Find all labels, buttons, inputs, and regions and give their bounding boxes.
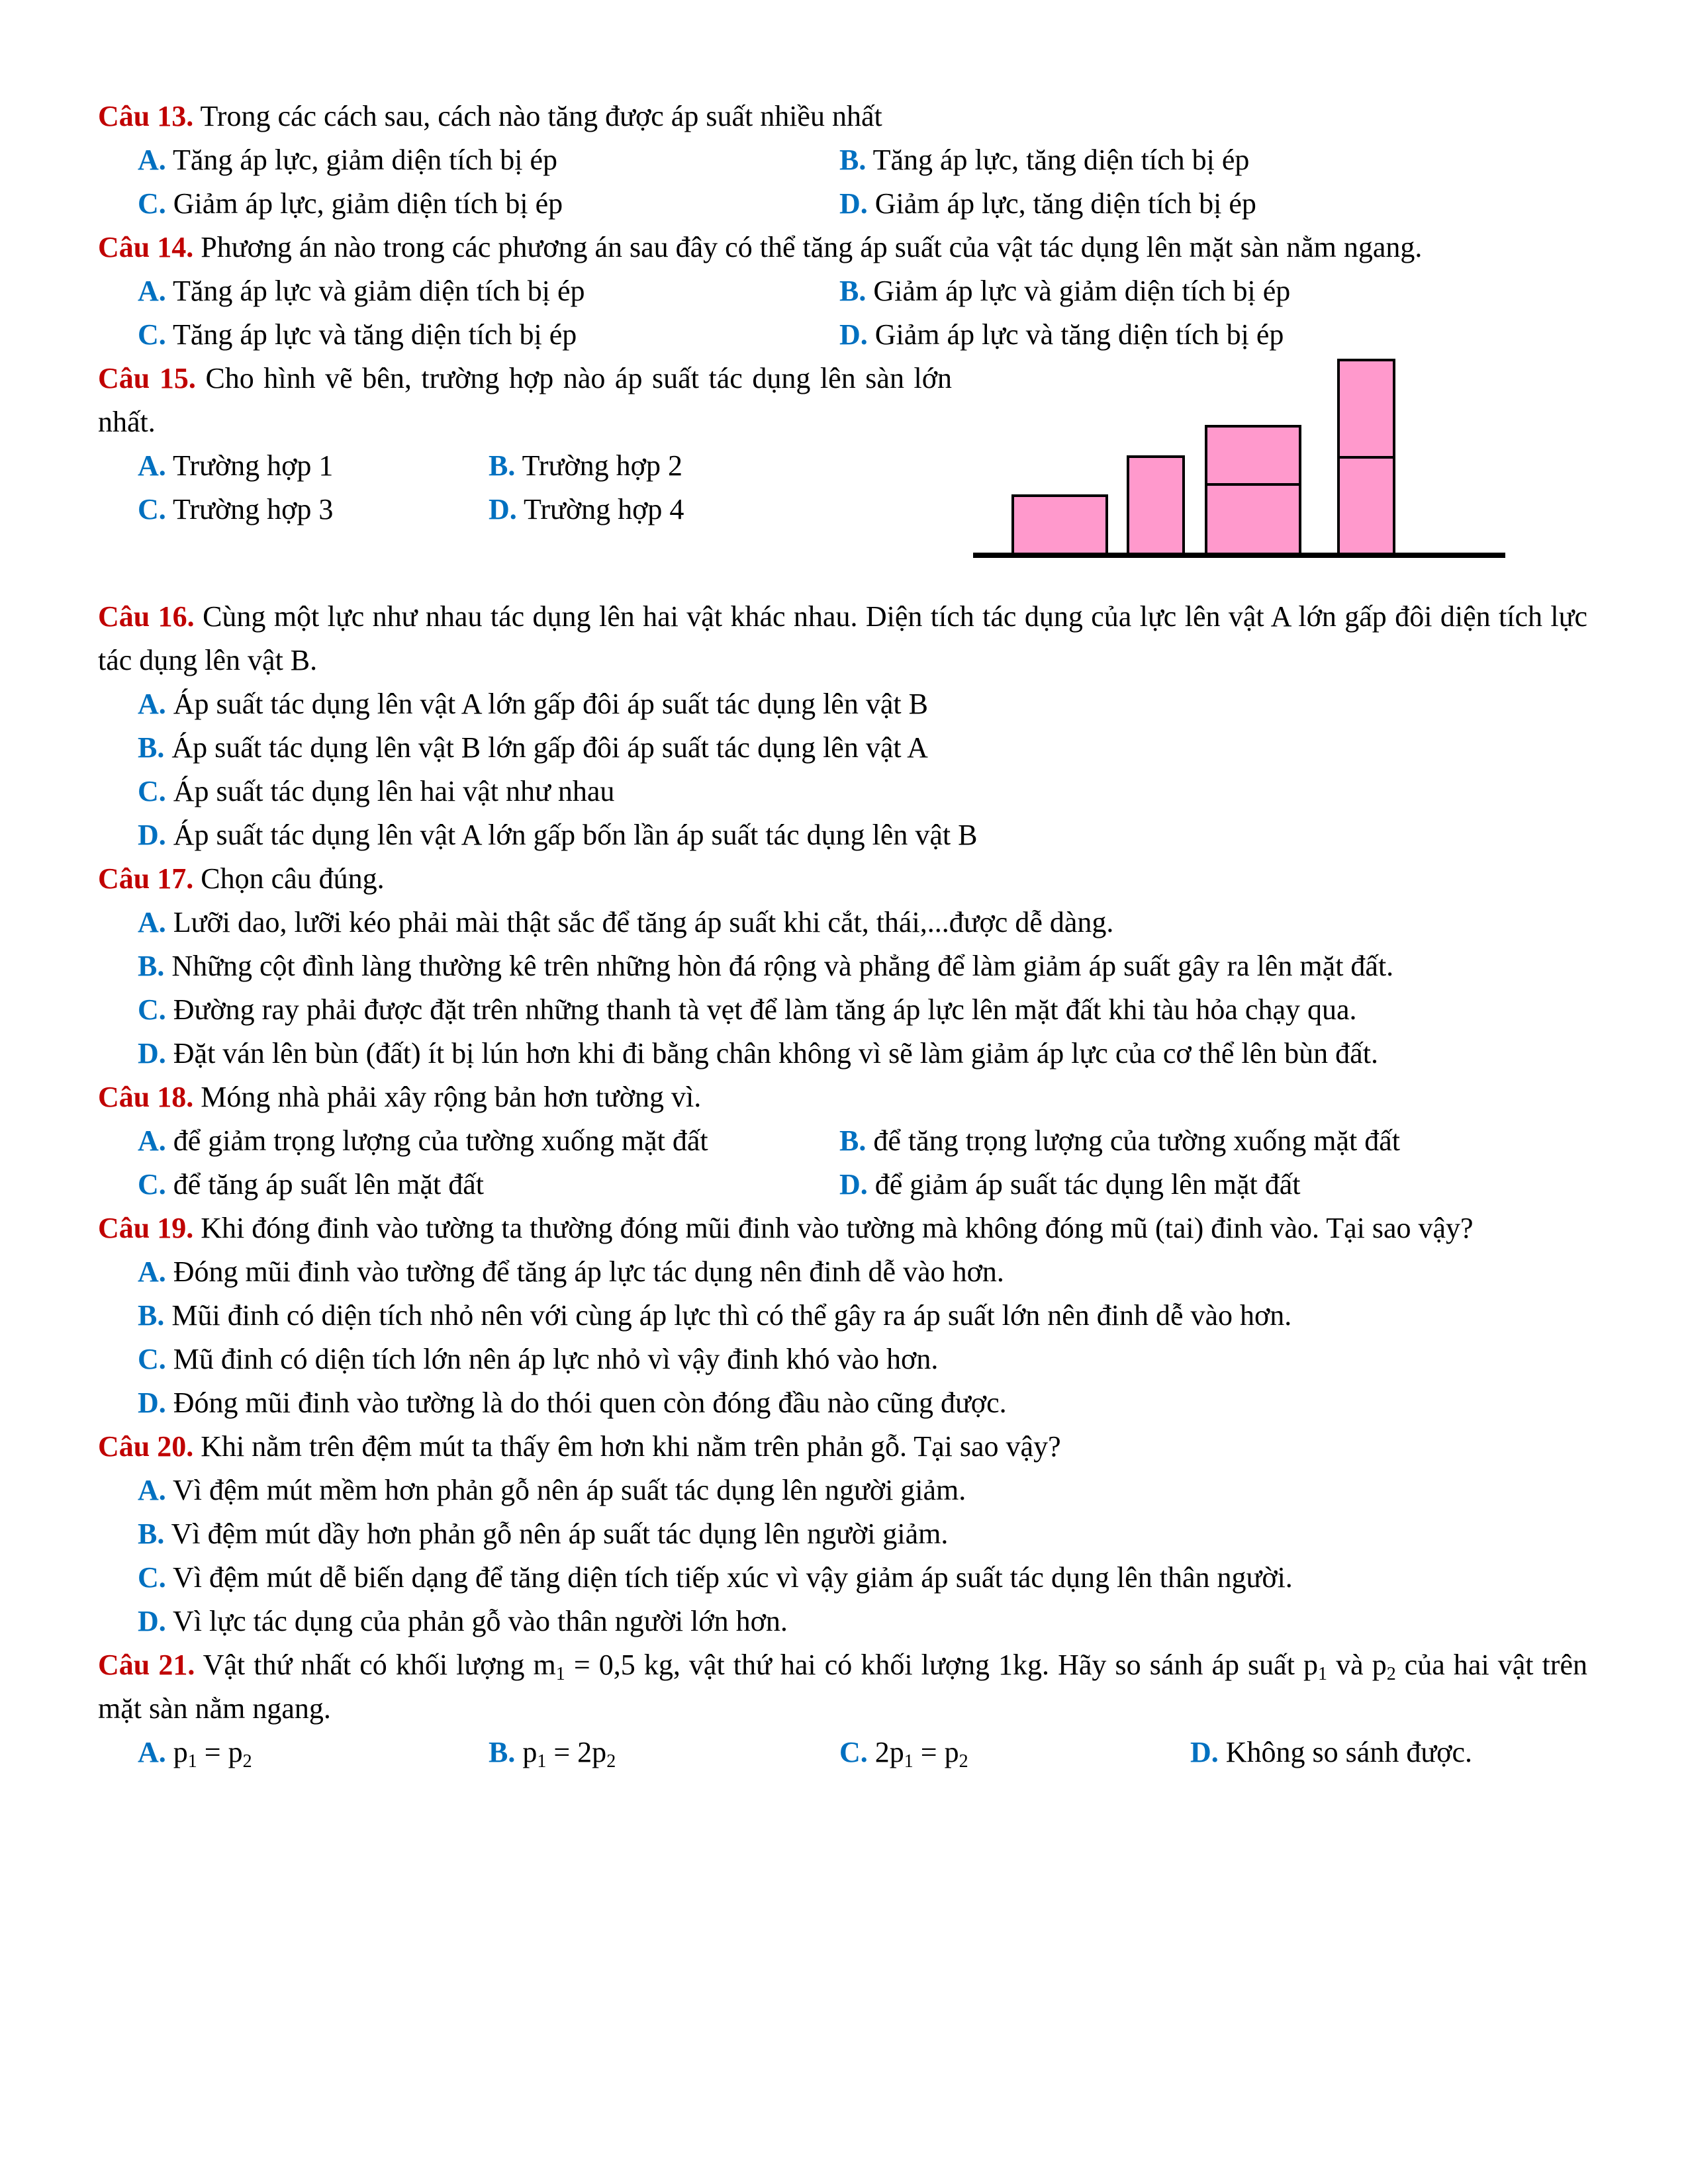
option-a[interactable] — [138, 444, 489, 488]
case-3-block-top — [1206, 426, 1300, 484]
question-number: Câu 16. — [98, 600, 195, 633]
option-label: A. — [138, 1736, 166, 1768]
option-text: Vì đệm mút mềm hơn phản gỗ nên áp suất tác dụng lên người giảm. — [173, 1474, 966, 1506]
option-text: Trường hợp 1 — [173, 449, 334, 482]
option-label: C. — [138, 187, 166, 220]
option-d[interactable] — [138, 1032, 1587, 1075]
option-d[interactable] — [489, 488, 684, 531]
option-c[interactable] — [138, 1338, 1587, 1381]
option-c[interactable] — [138, 1556, 1587, 1600]
option-b[interactable] — [489, 1731, 839, 1774]
option-c[interactable] — [138, 182, 839, 226]
option-text: để tăng áp suất lên mặt đất — [173, 1168, 484, 1201]
option-text: Áp suất tác dụng lên vật B lớn gấp đôi áp suất tác dụng lên vật A — [171, 731, 928, 764]
option-c[interactable] — [138, 1163, 839, 1206]
question-19 — [98, 1206, 1587, 1425]
option-b[interactable] — [489, 444, 682, 488]
option-b[interactable] — [138, 944, 1587, 988]
option-d[interactable] — [138, 1381, 1587, 1425]
question-13 — [98, 95, 1587, 226]
option-text: Giảm áp lực, tăng diện tích bị ép — [874, 187, 1256, 220]
question-stem — [98, 1075, 1587, 1119]
option-c[interactable] — [839, 1731, 1190, 1774]
case-3-block-bottom — [1206, 484, 1300, 554]
option-label: A. — [138, 1474, 166, 1506]
question-number: Câu 15. — [98, 362, 196, 394]
case-4-block-top — [1338, 360, 1394, 457]
option-label: B. — [489, 449, 516, 482]
option-text: Đóng mũi đinh vào tường là do thói quen còn đóng đầu nào cũng được. — [173, 1387, 1007, 1419]
option-label: D. — [489, 493, 517, 525]
option-label: D. — [138, 819, 166, 851]
question-18 — [98, 1075, 1587, 1206]
option-a[interactable] — [138, 1469, 1587, 1512]
option-label: C. — [839, 1736, 868, 1768]
option-label: C. — [138, 318, 166, 351]
option-d[interactable] — [839, 182, 1256, 226]
question-text: Cùng một lực như nhau tác dụng lên hai vật khác nhau. Diện tích tác dụng của lực lên vật A lớn gấp đôi diện tích lực tác dụng lên vật B. — [98, 600, 1587, 676]
option-label: D. — [839, 187, 868, 220]
option-label: B. — [138, 1299, 165, 1332]
question-stem — [98, 226, 1587, 269]
option-label: B. — [138, 731, 165, 764]
option-c[interactable] — [138, 313, 839, 357]
option-b[interactable] — [138, 1294, 1587, 1338]
option-label: C. — [138, 993, 166, 1026]
question-text: Trong các cách sau, cách nào tăng được áp suất nhiều nhất — [200, 100, 882, 132]
option-text: Áp suất tác dụng lên hai vật như nhau — [173, 775, 615, 807]
option-label: C. — [138, 1168, 166, 1201]
question-number: Câu 18. — [98, 1081, 194, 1113]
option-a[interactable] — [138, 1119, 839, 1163]
option-label: D. — [138, 1037, 166, 1069]
option-text: Áp suất tác dụng lên vật A lớn gấp đôi áp suất tác dụng lên vật B — [173, 688, 928, 720]
option-text: Trường hợp 2 — [522, 449, 682, 482]
question-stem — [98, 857, 1587, 901]
option-text: Vì đệm mút dầy hơn phản gỗ nên áp suất tác dụng lên người giảm. — [171, 1518, 949, 1550]
answer-options — [138, 901, 1587, 1075]
option-text: Không so sánh được. — [1225, 1736, 1472, 1768]
option-b[interactable] — [839, 138, 1249, 182]
question-stem — [98, 95, 1587, 138]
option-text: $p_1 = p_2$ — [173, 1736, 252, 1772]
question-number: Câu 19. — [98, 1212, 194, 1244]
option-text: Tăng áp lực và giảm diện tích bị ép — [173, 275, 585, 307]
option-label: C. — [138, 493, 166, 525]
question-text: Khi nằm trên đệm mút ta thấy êm hơn khi nằm trên phản gỗ. Tại sao vậy? — [201, 1430, 1061, 1463]
option-text: Những cột đình làng thường kê trên những hòn đá rộng và phẳng để làm giảm áp suất gây ra lên mặt đất. — [171, 950, 1394, 982]
question-stem — [98, 1643, 1587, 1731]
option-label: A. — [138, 1124, 166, 1157]
option-text: Áp suất tác dụng lên vật A lớn gấp bốn lần áp suất tác dụng lên vật B — [173, 819, 978, 851]
option-c[interactable] — [138, 770, 1587, 813]
worksheet — [98, 95, 1587, 1774]
question-text: Cho hình vẽ bên, trường hợp nào áp suất tác dụng lên sàn lớn nhất. — [98, 362, 953, 438]
question-14 — [98, 226, 1587, 357]
option-label: A. — [138, 275, 166, 307]
option-label: A. — [138, 688, 166, 720]
option-text: Mũ đinh có diện tích lớn nên áp lực nhỏ vì vậy đinh khó vào hơn. — [173, 1343, 939, 1375]
option-text: Trường hợp 4 — [524, 493, 684, 525]
answer-options — [138, 1469, 1587, 1643]
question-stem — [98, 1206, 1587, 1250]
question-number: Câu 13. — [98, 100, 194, 132]
option-label: A. — [138, 144, 166, 176]
question-stem — [98, 357, 952, 444]
option-label: B. — [489, 1736, 516, 1768]
option-text: Giảm áp lực và giảm diện tích bị ép — [873, 275, 1291, 307]
option-text: Vì đệm mút dễ biến dạng để tăng diện tích tiếp xúc vì vậy giảm áp suất tác dụng lên thân người. — [173, 1561, 1293, 1594]
option-a[interactable] — [138, 682, 1587, 726]
question-stem — [98, 595, 1587, 682]
option-label: A. — [138, 449, 166, 482]
option-d[interactable] — [138, 1600, 1587, 1643]
option-a[interactable] — [138, 138, 839, 182]
option-text: Giảm áp lực và tăng diện tích bị ép — [874, 318, 1284, 351]
option-text: $p_1 = 2p_2$ — [522, 1736, 616, 1772]
question-number: Câu 21. — [98, 1649, 195, 1681]
option-b[interactable] — [839, 1119, 1400, 1163]
option-text: Tăng áp lực, giảm diện tích bị ép — [173, 144, 558, 176]
question-15 — [98, 357, 1587, 595]
answer-options — [138, 1250, 1587, 1425]
answer-options — [138, 269, 1587, 357]
option-text: Đường ray phải được đặt trên những thanh tà vẹt để làm tăng áp lực lên mặt đất khi tàu hỏa chạy qua. — [173, 993, 1357, 1026]
option-a[interactable] — [138, 1731, 489, 1774]
question-text: Phương án nào trong các phương án sau đây có thể tăng áp suất của vật tác dụng lên mặt sàn nằm ngang. — [201, 231, 1423, 263]
answer-options — [138, 1731, 1587, 1774]
option-d[interactable] — [839, 313, 1284, 357]
option-label: C. — [138, 775, 166, 807]
pressure-cases-figure — [972, 357, 1508, 575]
question-text: Chọn câu đúng. — [201, 862, 385, 895]
option-text: $2p_1 = p_2$ — [874, 1736, 968, 1772]
option-label: D. — [839, 318, 868, 351]
option-label: D. — [1190, 1736, 1219, 1768]
answer-options — [138, 1119, 1587, 1206]
option-label: B. — [138, 950, 165, 982]
option-b[interactable] — [839, 269, 1290, 313]
option-label: A. — [138, 906, 166, 938]
option-a[interactable] — [138, 269, 839, 313]
option-d[interactable] — [1190, 1731, 1472, 1774]
option-label: C. — [138, 1561, 166, 1594]
option-label: B. — [839, 144, 867, 176]
option-label: D. — [138, 1605, 166, 1637]
option-d[interactable] — [839, 1163, 1300, 1206]
option-b[interactable] — [138, 1512, 1587, 1556]
option-text: để tăng trọng lượng của tường xuống mặt đất — [873, 1124, 1400, 1157]
option-text: Vì lực tác dụng của phản gỗ vào thân người lớn hơn. — [173, 1605, 788, 1637]
option-text: Lưỡi dao, lưỡi kéo phải mài thật sắc để tăng áp suất khi cắt, thái,...được dễ dàng. — [173, 906, 1114, 938]
option-c[interactable] — [138, 988, 1587, 1032]
option-label: B. — [839, 275, 867, 307]
option-text: Trường hợp 3 — [173, 493, 334, 525]
case-4-block-bottom — [1338, 457, 1394, 554]
question-20 — [98, 1425, 1587, 1643]
option-text: Tăng áp lực, tăng diện tích bị ép — [872, 144, 1250, 176]
option-label: A. — [138, 1255, 166, 1288]
question-stem — [98, 1425, 1587, 1469]
question-number: Câu 20. — [98, 1430, 194, 1463]
question-16 — [98, 595, 1587, 857]
option-text: Đóng mũi đinh vào tường để tăng áp lực tác dụng nên đinh dễ vào hơn. — [173, 1255, 1004, 1288]
option-text: Tăng áp lực và tăng diện tích bị ép — [173, 318, 577, 351]
question-text: Móng nhà phải xây rộng bản hơn tường vì. — [201, 1081, 702, 1113]
option-c[interactable] — [138, 488, 489, 531]
option-label: B. — [839, 1124, 867, 1157]
case-2-block — [1128, 457, 1184, 554]
option-text: Đặt ván lên bùn (đất) ít bị lún hơn khi đi bằng chân không vì sẽ làm giảm áp lực của cơ thể lên bùn đất. — [173, 1037, 1378, 1069]
option-text: để giảm áp suất tác dụng lên mặt đất — [874, 1168, 1301, 1201]
question-text: Vật thứ nhất có khối lượng $m_1 = 0,5$ kg, vật thứ hai có khối lượng 1kg. Hãy so sánh áp suất $p_1$ và $p_2$ của hai vật trên mặt sàn nằm ngang. — [98, 1649, 1587, 1725]
question-21 — [98, 1643, 1587, 1774]
question-number: Câu 14. — [98, 231, 194, 263]
option-a[interactable] — [138, 901, 1587, 944]
answer-options — [138, 138, 1587, 226]
option-b[interactable] — [138, 726, 1587, 770]
option-d[interactable] — [138, 813, 1587, 857]
option-label: C. — [138, 1343, 166, 1375]
case-1-block — [1013, 496, 1107, 554]
answer-options — [138, 682, 1587, 857]
option-text: Giảm áp lực, giảm diện tích bị ép — [173, 187, 563, 220]
option-label: D. — [839, 1168, 868, 1201]
option-text: để giảm trọng lượng của tường xuống mặt đất — [173, 1124, 708, 1157]
question-text: Khi đóng đinh vào tường ta thường đóng mũi đinh vào tường mà không đóng mũ (tai) đinh vào. Tại sao vậy? — [201, 1212, 1474, 1244]
option-text: Mũi đinh có diện tích nhỏ nên với cùng áp lực thì có thể gây ra áp suất lớn nên đinh dễ vào hơn. — [171, 1299, 1292, 1332]
option-label: D. — [138, 1387, 166, 1419]
question-17 — [98, 857, 1587, 1075]
option-a[interactable] — [138, 1250, 1587, 1294]
question-number: Câu 17. — [98, 862, 194, 895]
option-label: B. — [138, 1518, 165, 1550]
